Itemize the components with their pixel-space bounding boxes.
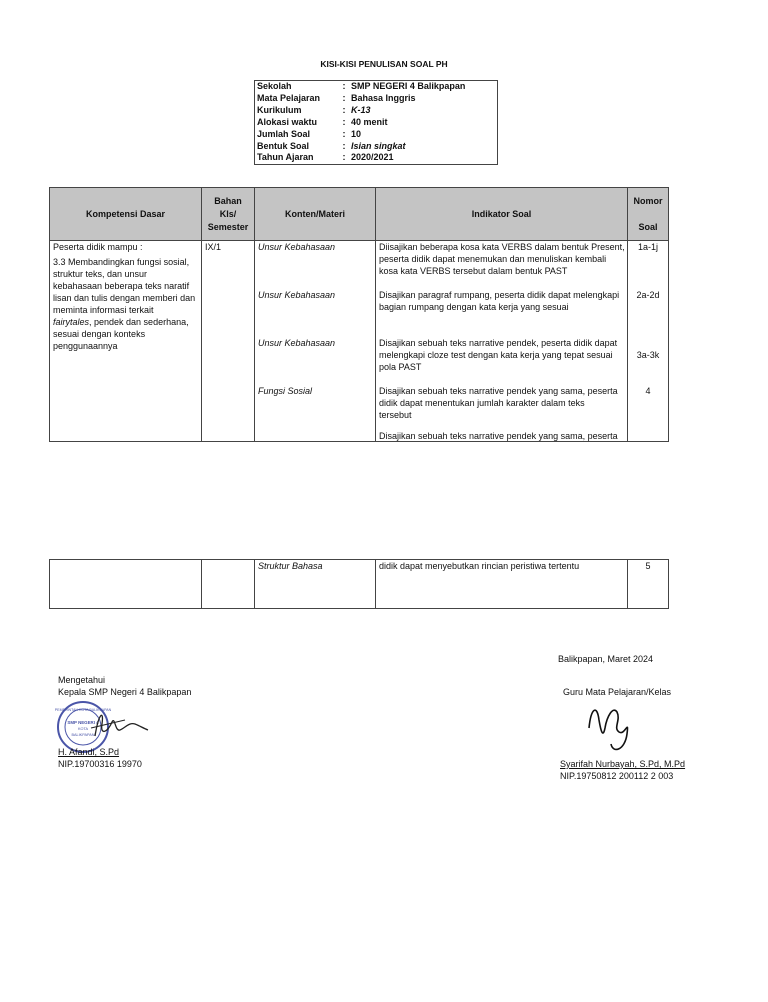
header-bahan-line: Semester — [207, 221, 249, 232]
info-value: Isian singkat — [351, 140, 406, 151]
info-colon: : — [342, 81, 346, 91]
konten-item: Unsur Kebahasaan — [258, 338, 336, 348]
indikator-item — [379, 385, 627, 421]
header-nomor-line: Soal — [638, 221, 658, 232]
header-kompetensi-dasar: Kompetensi Dasar — [50, 188, 202, 241]
indikator-soal-cell — [376, 241, 628, 442]
indikator-line: Diisajikan beberapa kosa kata VERBS dalam bentuk Present, — [379, 242, 625, 252]
kd-line: penggunaannya — [53, 341, 118, 351]
kd-after-italic: , pendek dan sederhana, — [89, 317, 189, 327]
indikator-line: Disajikan paragraf rumpang, peserta didik dapat melengkapi — [379, 290, 620, 300]
guru-name: Syarifah Nurbayah, S.Pd, M.Pd — [560, 759, 686, 769]
kd-line: lisan dan tulis dengan memberi dan — [53, 293, 196, 303]
header-bahan-line: Kls/ — [219, 208, 237, 219]
header-konten-materi: Konten/Materi — [255, 188, 376, 241]
indikator-item — [379, 337, 627, 373]
konten-item: Unsur Kebahasaan — [258, 290, 336, 300]
teacher-signature — [583, 698, 643, 756]
info-key: Mata Pelajaran — [257, 92, 321, 103]
kompetensi-dasar-cell — [50, 241, 202, 442]
stamp-text-bottom: BALIKPAPAN — [71, 733, 95, 737]
indikator-item — [379, 241, 627, 277]
info-key: Jumlah Soal — [257, 128, 311, 139]
indikator-item — [379, 289, 627, 313]
info-row — [255, 141, 498, 153]
stamp-text-mid: SMP NEGERI 4 — [67, 720, 99, 725]
konten-item: Unsur Kebahasaan — [258, 242, 336, 252]
indikator-item — [379, 430, 627, 441]
kd-line: sesuai dengan konteks — [53, 329, 146, 339]
info-key: Sekolah — [257, 81, 292, 91]
info-colon: : — [342, 92, 346, 103]
kd-italic-word: fairytales — [53, 317, 90, 327]
indikator-item: didik dapat menyebutkan rincian peristiwa tertentu — [379, 561, 580, 571]
indikator-line: kosa kata VERBS tersebut dalam bentuk PAST — [379, 266, 568, 276]
info-key: Tahun Ajaran — [257, 152, 314, 163]
kelas-semester-cell — [202, 560, 255, 609]
kelas-semester-value: IX/1 — [205, 242, 222, 252]
nomor-item: 2a-2d — [636, 290, 660, 300]
stamp-text-city: KOTA — [77, 727, 89, 731]
info-value: 10 — [351, 128, 362, 139]
kepala-sekolah-name: H. Afandi, S.Pd — [58, 747, 120, 757]
kd-line: 3.3 Membandingkan fungsi sosial, — [53, 257, 190, 267]
header-indikator-soal: Indikator Soal — [376, 188, 628, 241]
kd-line: meminta informasi terkait — [53, 305, 154, 315]
indikator-line: didik dapat menentukan jumlah karakter dalam teks — [379, 398, 585, 408]
info-colon: : — [342, 116, 346, 127]
indikator-line: tersebut — [379, 410, 412, 420]
kd-text — [53, 256, 201, 352]
kisi-kisi-table-continued — [49, 559, 669, 609]
konten-item: Fungsi Sosial — [258, 386, 313, 396]
nomor-item: 1a-1j — [637, 242, 658, 252]
info-colon: : — [342, 128, 346, 139]
place-date: Balikpapan, Maret 2024 — [558, 654, 654, 664]
kepala-sekolah-nip: NIP.19700316 19970 — [58, 759, 142, 769]
guru-nip: NIP.19750812 200112 2 003 — [560, 771, 674, 781]
kisi-kisi-table — [49, 187, 669, 442]
indikator-soal-cell — [376, 560, 628, 609]
info-value: 2020/2021 — [351, 152, 394, 163]
info-key: Kurikulum — [257, 104, 302, 115]
nomor-item: 4 — [645, 386, 651, 396]
kd-intro: Peserta didik mampu : — [53, 242, 143, 252]
info-value: K-13 — [351, 104, 371, 115]
document-title: KISI-KISI PENULISAN SOAL PH — [320, 59, 448, 69]
indikator-line: peserta didik dapat menemukan dan menuliskan kembali — [379, 254, 607, 264]
info-key: Bentuk Soal — [257, 140, 310, 151]
nomor-soal-cell — [628, 560, 669, 609]
info-row — [255, 152, 498, 164]
kd-line: struktur teks, dan unsur — [53, 269, 148, 279]
konten-item: Struktur Bahasa — [258, 561, 323, 571]
indikator-line: bagian rumpang dengan kata kerja yang sesuai — [379, 302, 569, 312]
indikator-line: Disajikan sebuah teks narrative pendek, peserta didik dapat — [379, 338, 618, 348]
nomor-item: 3a-3k — [636, 350, 660, 360]
indikator-line: Disajikan sebuah teks narrative pendek yang sama, peserta — [379, 431, 618, 441]
nomor-item: 5 — [645, 561, 651, 571]
indikator-line: melengkapi cloze test dengan kata kerja yang tepat sesuai — [379, 350, 613, 360]
info-colon: : — [342, 104, 346, 115]
info-table — [254, 80, 498, 165]
kepala-sekolah-label: Kepala SMP Negeri 4 Balikpapan — [58, 687, 192, 697]
info-row — [255, 129, 498, 141]
info-key: Alokasi waktu — [257, 116, 318, 127]
header-nomor-line: Nomor — [633, 195, 663, 206]
info-row — [255, 93, 498, 105]
guru-label: Guru Mata Pelajaran/Kelas — [563, 687, 672, 697]
kompetensi-dasar-cell — [50, 560, 202, 609]
konten-materi-cell — [255, 241, 376, 442]
header-bahan-kelas-semester — [202, 188, 255, 241]
info-colon: : — [342, 140, 346, 151]
info-row — [255, 117, 498, 129]
mengetahui-label: Mengetahui — [58, 675, 106, 685]
indikator-line: Disajikan sebuah teks narrative pendek yang sama, peserta — [379, 386, 618, 396]
kd-line — [53, 316, 201, 328]
kd-line: kebahasaan beberapa teks naratif — [53, 281, 190, 291]
info-value: SMP NEGERI 4 Balikpapan — [351, 81, 466, 91]
school-stamp-signature — [55, 698, 150, 753]
info-row — [255, 105, 498, 117]
stamp-text-top: PEMERINTAH KOTA BALIKPAPAN — [55, 708, 112, 712]
konten-materi-cell — [255, 560, 376, 609]
info-value: 40 menit — [351, 116, 388, 127]
info-colon: : — [342, 152, 346, 163]
info-row — [255, 81, 498, 93]
header-nomor-soal — [628, 188, 669, 241]
nomor-soal-cell — [628, 241, 669, 442]
indikator-line: pola PAST — [379, 362, 422, 372]
header-bahan-line: Bahan — [214, 195, 242, 206]
info-value: Bahasa Inggris — [351, 92, 416, 103]
kelas-semester-cell — [202, 241, 255, 442]
